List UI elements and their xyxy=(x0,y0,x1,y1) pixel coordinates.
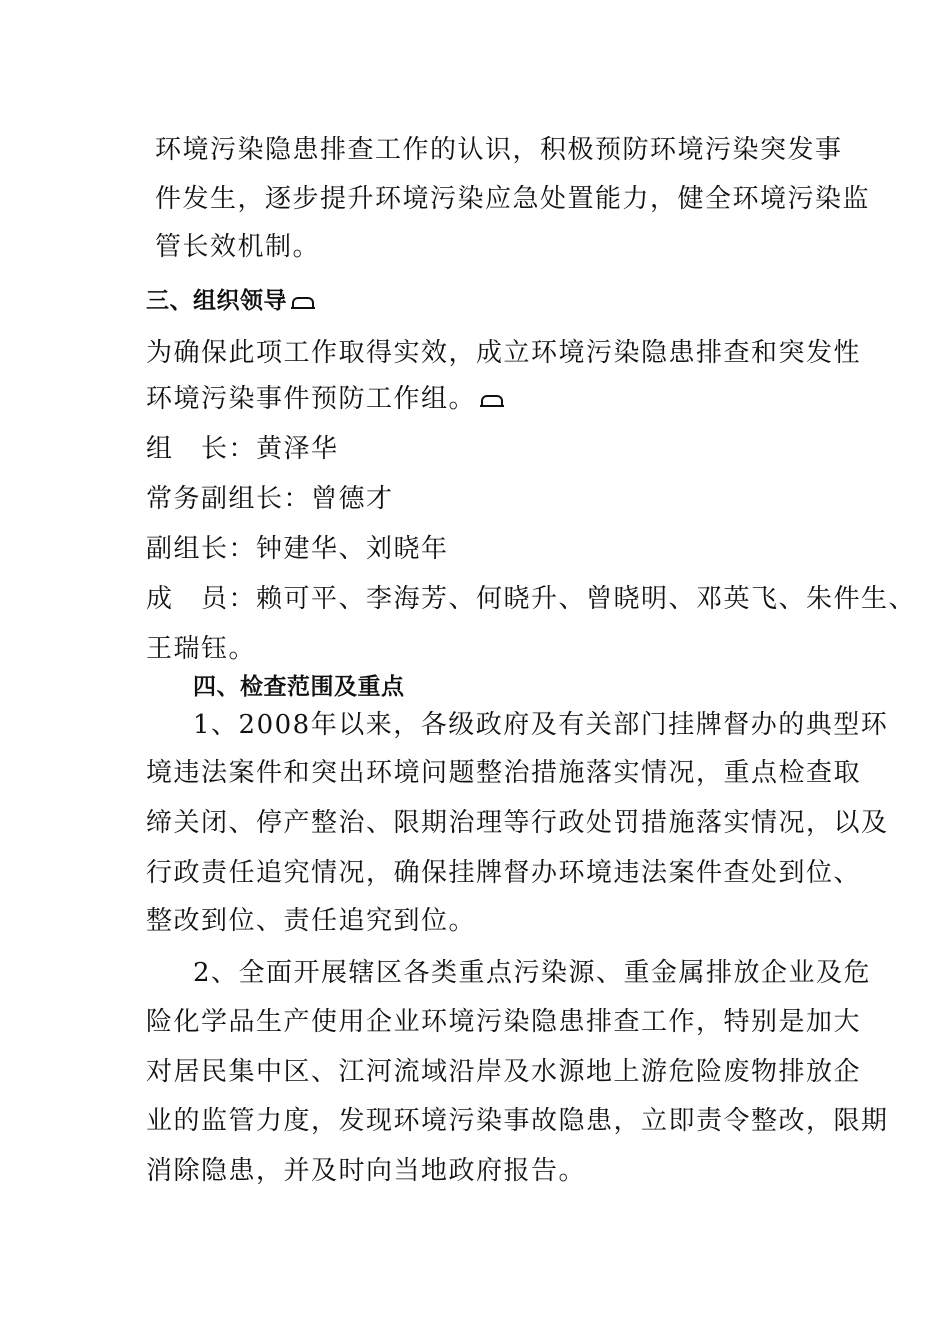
item2-line-4: 业的监管力度，发现环境污染事故隐患，立即责令整改，限期 xyxy=(146,1106,889,1136)
intro-line-2: 件发生，逐步提升环境污染应急处置能力，健全环境污染监 xyxy=(155,184,871,214)
item2-line-2: 险化学品生产使用企业环境污染隐患排查工作，特别是加大 xyxy=(146,1007,862,1037)
item1-line-4: 行政责任追究情况，确保挂牌督办环境违法案件查处到位、 xyxy=(146,858,862,888)
section3-para-line-2-text: 环境污染事件预防工作组。 xyxy=(146,384,477,414)
item1-line-5: 整改到位、责任追究到位。 xyxy=(146,906,477,936)
item1-line-1: 1、2008年以来，各级政府及有关部门挂牌督办的典型环 xyxy=(193,710,889,740)
paragraph-mark-icon xyxy=(291,295,315,309)
intro-line-3: 管长效机制。 xyxy=(155,232,321,262)
item1-line-2: 境违法案件和突出环境问题整治措施落实情况，重点检查取 xyxy=(146,758,862,788)
item2-line-3: 对居民集中区、江河流域沿岸及水源地上游危险废物排放企 xyxy=(146,1057,862,1087)
member-list: 成 员：赖可平、李海芳、何晓升、曾晓明、邓英飞、朱件生、 xyxy=(146,584,917,614)
section-heading-inspection-scope: 四、检查范围及重点 xyxy=(193,674,405,700)
item2-line-1: 2、全面开展辖区各类重点污染源、重金属排放企业及危 xyxy=(193,958,872,988)
section-heading-organization xyxy=(146,284,315,318)
section3-para-line-1: 为确保此项工作取得实效，成立环境污染隐患排查和突发性 xyxy=(146,338,862,368)
section3-para-line-2 xyxy=(146,382,504,416)
member-list-cont: 王瑞钰。 xyxy=(146,634,257,664)
paragraph-mark-icon xyxy=(480,393,504,407)
item2-line-5: 消除隐患，并及时向当地政府报告。 xyxy=(146,1156,587,1186)
section3-heading-text: 三、组织领导 xyxy=(146,288,287,314)
member-executive-deputy: 常务副组长：曾德才 xyxy=(146,484,394,514)
member-deputies: 副组长：钟建华、刘晓年 xyxy=(146,534,449,564)
member-leader: 组 长：黄泽华 xyxy=(146,434,339,464)
intro-line-1: 环境污染隐患排查工作的认识，积极预防环境污染突发事 xyxy=(155,135,843,165)
item1-line-3: 缔关闭、停产整治、限期治理等行政处罚措施落实情况，以及 xyxy=(146,808,889,838)
